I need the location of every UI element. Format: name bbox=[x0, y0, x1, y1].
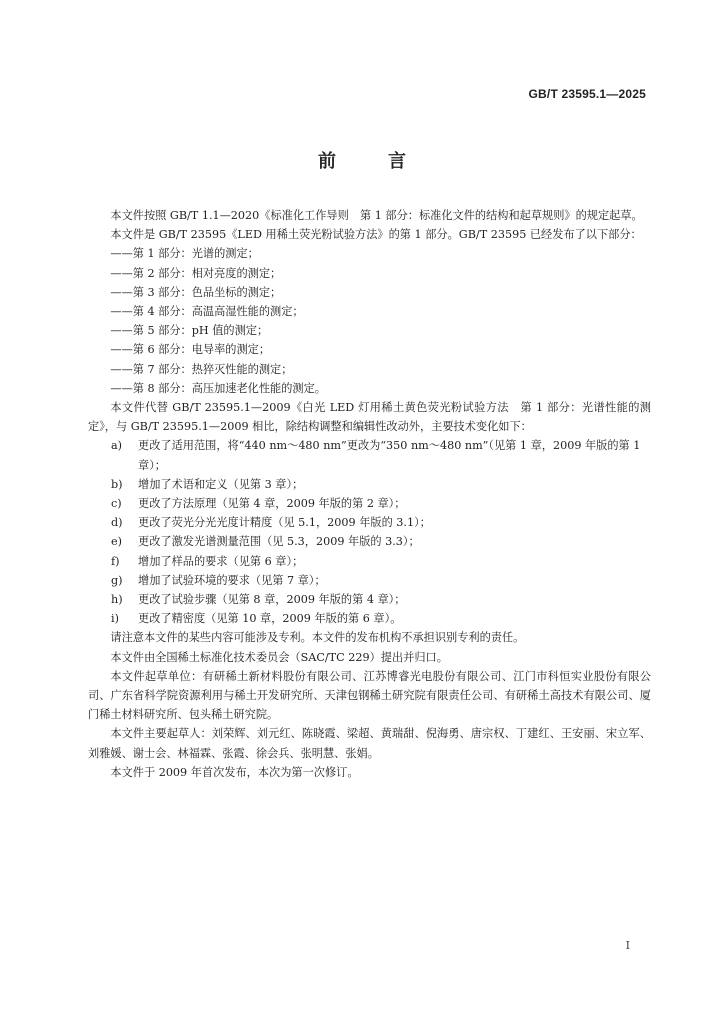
list-item bbox=[88, 475, 651, 494]
list-item bbox=[88, 513, 651, 532]
intro-paragraph-2: 本文件是 GB/T 23595《LED 用稀土荧光粉试验方法》的第 1 部分。GB/T 23595 已经发布了以下部分： bbox=[110, 228, 642, 242]
list-marker: c) bbox=[111, 497, 122, 511]
list-item bbox=[88, 590, 651, 609]
list-item bbox=[88, 436, 651, 474]
list-item bbox=[88, 552, 651, 571]
foreword-body bbox=[88, 206, 651, 782]
parts-list bbox=[88, 244, 651, 398]
list-item bbox=[88, 532, 651, 551]
list-marker: h) bbox=[111, 593, 123, 607]
list-item: ——第 8 部分：高压加速老化性能的测定。 bbox=[110, 381, 326, 395]
list-item-text: 更改了适用范围，将“440 nm～480 nm”更改为“350 nm～480 nm”（见第 1 章，2009 年版的第 1 章）； bbox=[138, 439, 641, 472]
list-item: ——第 5 部分：pH 值的测定； bbox=[110, 324, 269, 338]
intro-paragraph-1: 本文件按照 GB/T 1.1—2020《标准化工作导则 第 1 部分：标准化文件的结构和起草规则》的规定起草。 bbox=[110, 209, 643, 222]
list-marker: a) bbox=[111, 439, 123, 453]
replacement-paragraph: 本文件代替 GB/T 23595.1—2009《白光 LED 灯用稀土黄色荧光粉试验方法 第 1 部分：光谱性能的测定》，与 GB/T 23595.1—2009 相比，除结构调整和编辑性改动外，主要技术变化如下： bbox=[88, 401, 651, 434]
list-item bbox=[88, 571, 651, 590]
list-item-text: 增加了样品的要求（见第 6 章）； bbox=[138, 554, 304, 568]
changes-list bbox=[88, 436, 651, 628]
proposer-statement: 本文件由全国稀土标准化技术委员会（SAC/TC 229）提出并归口。 bbox=[110, 650, 448, 664]
list-item: ——第 6 部分：电导率的测定； bbox=[110, 343, 271, 357]
list-item-text: 更改了方法原理（见第 4 章，2009 年版的第 2 章）； bbox=[138, 497, 406, 511]
list-marker: b) bbox=[111, 477, 123, 491]
list-item: ——第 7 部分：热猝灭性能的测定； bbox=[110, 362, 293, 376]
list-item-text: 更改了荧光分光光度计精度（见 5.1，2009 年版的 3.1）； bbox=[138, 516, 431, 530]
list-item-text: 增加了试验环境的要求（见第 7 章）； bbox=[138, 573, 326, 587]
list-marker: e) bbox=[111, 535, 122, 549]
patent-notice: 请注意本文件的某些内容可能涉及专利。本文件的发布机构不承担识别专利的责任。 bbox=[110, 631, 525, 645]
title-char-1: 前 bbox=[318, 151, 336, 172]
title-char-2: 言 bbox=[388, 151, 406, 172]
list-marker: g) bbox=[111, 573, 123, 587]
list-item: ——第 3 部分：色品坐标的测定； bbox=[110, 285, 282, 299]
page-number: I bbox=[625, 939, 630, 952]
drafters: 本文件主要起草人：刘荣辉、刘元红、陈晓霞、梁超、黄瑞甜、倪海勇、唐宗权、丁建红、王安丽、宋立军、刘雅媛、谢士会、林福霖、张霞、徐会兵、张明慧、张娟。 bbox=[88, 727, 651, 760]
list-item-text: 更改了激发光谱测量范围（见 5.3，2009 年版的 3.3）； bbox=[138, 535, 420, 549]
list-item-text: 增加了术语和定义（见第 3 章）； bbox=[138, 477, 304, 491]
standard-code: GB/T 23595.1—2025 bbox=[528, 87, 646, 101]
list-marker: f) bbox=[111, 554, 120, 568]
list-item: ——第 1 部分：光谱的测定； bbox=[110, 247, 259, 261]
list-marker: i) bbox=[111, 612, 119, 626]
list-item-text: 更改了精密度（见第 10 章，2009 年版的第 6 章）。 bbox=[138, 612, 402, 626]
page-title bbox=[0, 147, 724, 173]
list-item: ——第 2 部分：相对亮度的测定； bbox=[110, 266, 282, 280]
list-item: ——第 4 部分：高温高湿性能的测定； bbox=[110, 305, 304, 319]
list-item-text: 更改了试验步骤（见第 8 章，2009 年版的第 4 章）； bbox=[138, 593, 406, 607]
list-marker: d) bbox=[111, 516, 123, 530]
list-item bbox=[88, 494, 651, 513]
list-item bbox=[88, 609, 651, 628]
publication-history: 本文件于 2009 年首次发布，本次为第一次修订。 bbox=[110, 765, 359, 779]
drafting-units: 本文件起草单位：有研稀土新材料股份有限公司、江苏博睿光电股份有限公司、江门市科恒实业股份有限公司、广东省科学院资源利用与稀土开发研究所、天津包钢稀土研究院有限责任公司、有研稀土高技术有限公司、厦门稀土材料研究所、包头稀土研究院。 bbox=[88, 669, 651, 722]
